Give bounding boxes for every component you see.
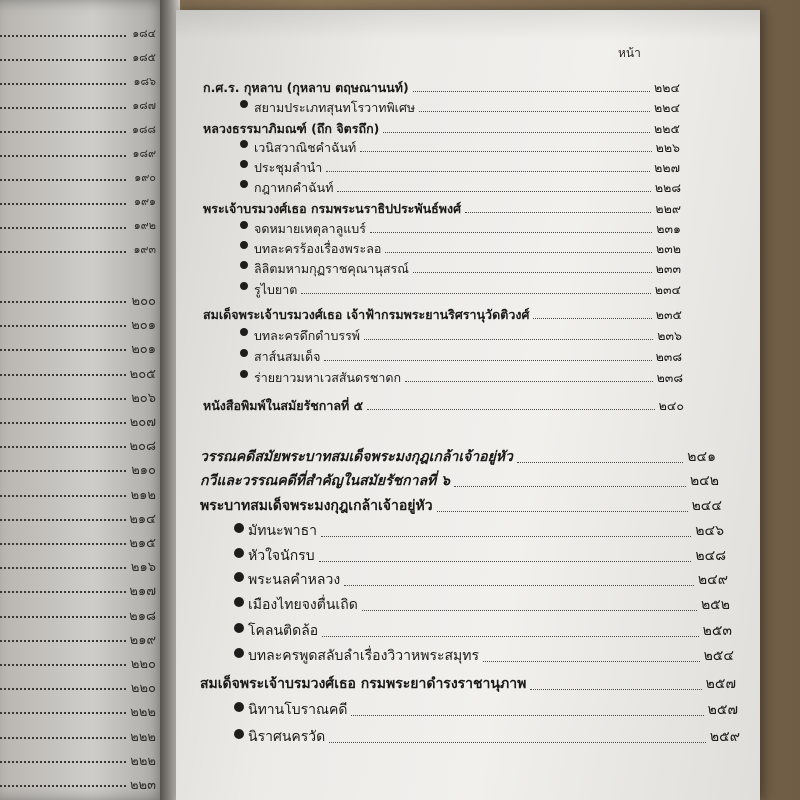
toc-leader-dots [344,585,694,586]
toc-entry-page: ๒๔๖ [695,523,724,539]
left-page-number: ๒๐๑ [131,318,156,334]
left-page-entry [0,699,160,719]
toc-entry-title: พระบาทสมเด็จพระมงกุฎเกล้าเจ้าอยู่หัว [200,498,433,514]
toc-entry-page: ๒๓๕ [655,307,682,322]
left-page-entry [0,603,160,623]
left-page-entry [0,361,160,381]
left-page-number: ๑๘๘ [132,123,156,136]
left-page-entry [0,627,160,647]
toc-leader-dots [301,293,650,294]
left-page-number: ๒๑๗ [129,584,156,600]
toc-entry-page: ๒๓๓ [655,261,681,276]
toc-entry-title: บทละครพูดสลับลำเรื่องวิวาหพระสมุทร [248,648,480,664]
left-page-entry [0,288,160,308]
toc-leader-dots [364,339,653,340]
toc-entry-page: ๒๕๒ [700,597,730,613]
toc-leader-dots [419,111,650,112]
toc-entry-page: ๒๕๙ [709,729,740,745]
left-page-entry [0,409,160,429]
left-page-entry [0,385,160,405]
left-page-number: ๒๐๐ [131,294,156,309]
toc-entry-page: ๒๓๑ [656,221,681,236]
toc-entry-title: สยามประเภทสุนทโรวาทพิเศษ [254,100,416,115]
left-page-entry [0,554,160,574]
left-page-entry [0,772,160,792]
toc-leader-dots [324,360,651,361]
toc-entry-page: ๒๓๘ [655,349,682,364]
left-page-number: ๒๐๘ [129,439,156,455]
toc-entry-title: โคลนติดล้อ [248,623,319,639]
bullet-icon [240,221,248,229]
toc-entry-title: ร่ายยาวมหาเวสสันดรชาดก [254,370,402,385]
toc-leader-dots [370,232,652,233]
left-page-entry [0,578,160,598]
toc-entry [234,518,724,542]
toc-entry [234,697,738,721]
bullet-icon [240,140,248,148]
toc-entry-title: หลวงธรรมาภิมณฑ์ (ถึก จิตรถึก) [203,121,380,136]
toc-entry-title: มัทนะพาธา [248,523,318,539]
left-page-number: ๑๘๕ [132,51,156,64]
toc-entry-page: ๒๒๘ [654,180,681,195]
left-page-entry [0,312,160,332]
left-page-entry [0,70,160,90]
bullet-icon [240,370,248,378]
bullet-icon [234,702,244,712]
bullet-icon [240,349,248,357]
left-page-entry [0,457,160,477]
toc-leader-dots [454,486,686,487]
toc-entry-page: ๒๕๔ [703,648,734,664]
left-page-entry [0,46,160,66]
toc-entry [200,671,736,695]
toc-entry [200,468,719,492]
left-page-number: ๒๒๒ [130,729,156,745]
toc-entry-page: ๒๕๓ [702,623,732,639]
toc-leader-dots [360,151,651,152]
left-page-number: ๑๘๖ [133,75,156,88]
left-page-number: ๑๙๐ [134,171,156,184]
left-page-number: ๒๑๐ [131,463,156,479]
toc-leader-dots [383,132,650,133]
toc-leader-dots [465,212,651,213]
left-page-number: ๑๘๙ [132,147,156,160]
left-page-entry [0,22,160,42]
left-page-number: ๑๘๗ [132,99,156,112]
toc-entry-page: ๒๒๗ [654,160,680,175]
left-page-number: ๒๑๒ [130,487,156,503]
toc-entry-page: ๒๓๘ [656,370,683,385]
toc-entry [234,592,730,616]
left-page-entry [0,482,160,502]
toc-entry-title: วรรณคดีสมัยพระบาทสมเด็จพระมงกุฎเกล้าเจ้าอยู่หัว [200,449,513,465]
toc-entry-title: บทละครร้องเรื่องพระลอ [254,241,382,256]
toc-entry-title: กวีและวรรณคดีที่สำคัญในสมัยรัชกาลที่ ๖ [200,473,451,489]
toc-leader-dots [530,689,701,690]
left-page-entry [0,190,160,210]
bullet-icon [234,548,244,558]
toc-leader-dots [326,171,650,172]
toc-entry-page: ๒๔๙ [697,572,728,588]
toc-entry-title: พระนลคำหลวง [248,572,341,588]
left-page-number: ๒๑๘ [129,608,156,624]
toc-entry-title: หัวใจนักรบ [248,548,315,564]
toc-entry [234,618,732,642]
toc-entry-page: ๒๕๗ [707,702,738,718]
toc-entry-title: ลิลิตมหามกุฏราชคุณานุสรณ์ [254,261,409,276]
toc-entry-page: ๒๒๙ [655,201,681,216]
left-page-entry [0,675,160,695]
toc-entry [203,394,684,418]
left-page-entry [0,506,160,526]
bullet-icon [234,572,244,582]
bullet-icon [234,523,244,533]
left-page-entry [0,433,160,453]
bullet-icon [234,729,244,739]
bullet-icon [234,597,244,607]
toc-leader-dots [385,252,652,253]
toc-entry-title: บทละครดึกดำบรรพ์ [254,328,361,343]
toc-entry-page: ๒๓๒ [655,241,681,256]
left-page-number: ๑๙๒ [133,219,156,232]
left-page-number: ๒๑๖ [130,560,156,576]
toc-entry-page: ๒๔๔ [691,498,722,514]
toc-entry-title: สมเด็จพระเจ้าบรมวงศ์เธอ เจ้าฟ้ากรมพระยานริศรานุวัดติวงศ์ [203,307,530,322]
toc-entry-page: ๒๔๒ [689,473,719,489]
left-page-number: ๒๐๖ [131,390,156,406]
toc-leader-dots [337,191,650,192]
left-page-number: ๑๘๔ [132,27,156,40]
bullet-icon [240,180,248,188]
toc-entry-page: ๒๔๘ [695,548,726,564]
toc-entry [234,567,728,591]
toc-leader-dots [533,318,651,319]
left-page-number: ๑๙๓ [133,243,156,256]
toc-leader-dots [413,91,650,92]
bullet-icon [240,261,248,269]
left-page-entry [0,214,160,234]
bullet-icon [240,328,248,336]
toc-leader-dots [351,715,703,716]
bullet-icon [240,282,248,290]
toc-leader-dots [367,409,655,410]
toc-leader-dots [321,536,691,537]
toc-entry [200,493,722,517]
toc-leader-dots [322,636,698,637]
toc-entry-title: หนังสือพิมพ์ในสมัยรัชกาลที่ ๕ [203,398,364,413]
toc-entry [234,643,734,667]
bullet-icon [234,648,244,658]
toc-leader-dots [405,381,653,382]
left-page-entry [0,336,160,356]
left-page-entry [0,118,160,138]
toc-leader-dots [362,610,697,611]
toc-entry-page: ๒๕๗ [705,676,736,692]
toc-entry-title: สมเด็จพระเจ้าบรมวงศ์เธอ กรมพระยาดำรงราชานุภาพ [200,676,527,692]
left-page-number: ๒๐๑ [131,342,156,358]
left-page-entry [0,142,160,162]
left-page-number: ๒๑๔ [129,511,156,527]
bullet-icon [234,623,244,633]
toc-entry-title: สาส์นสมเด็จ [254,349,321,364]
left-page-number: ๒๒๒ [130,705,156,721]
toc-entry-title: จดหมายเหตุลาลูแบร์ [254,221,366,236]
toc-entry-title: รูไบยาต [254,282,298,297]
toc-entry-page: ๒๔๑ [687,449,716,465]
toc-entry-title: นิราศนครวัด [248,729,326,745]
bullet-icon [240,241,248,249]
bullet-icon [240,100,248,108]
left-page [0,0,168,800]
page-column-header: หน้า [618,46,641,60]
left-page-number: ๑๙๑ [133,195,156,208]
toc-entry-page: ๒๒๔ [654,80,680,95]
toc-entry [240,366,683,390]
toc-entry [240,278,681,302]
toc-entry-title: ก.ศ.ร. กุหลาบ (กุหลาบ ตฤษณานนท์) [203,80,409,95]
left-page-entry [0,530,160,550]
toc-entry-title: ประชุมลำนำ [254,160,323,175]
toc-leader-dots [437,511,688,512]
left-page-number: ๒๑๕ [129,536,156,551]
left-page-entry [0,94,160,114]
toc-entry [200,444,716,468]
left-page-number: ๒๐๕ [129,366,156,382]
toc-leader-dots [517,462,683,463]
left-page-number: ๒๑๙ [129,632,156,648]
left-page-entry [0,724,160,744]
toc-entry-title: พระเจ้าบรมวงศ์เธอ กรมพระนราธิปประพันธ์พงศ์ [203,201,462,216]
left-page-number: ๒๒๒ [130,753,156,769]
toc-entry [234,724,740,748]
toc-entry-page: ๒๒๔ [654,100,680,115]
toc-entry-title: นิทานโบราณคดี [248,702,348,718]
toc-entry-title: เวนิสวาณิชคำฉันท์ [254,140,357,155]
toc-entry-title: เมืองไทยจงตื่นเถิด [248,597,358,613]
toc-entry-page: ๒๓๖ [657,328,682,343]
bullet-icon [240,160,248,168]
left-page-entry [0,748,160,768]
toc-entry-page: ๒๓๔ [654,282,681,297]
toc-entry [234,543,726,567]
toc-entry-title: กฎาหกคำฉันท์ [254,180,334,195]
left-page-number: ๒๒๐ [130,681,156,697]
toc-entry-page: ๒๒๕ [654,121,680,136]
toc-entry-page: ๒๒๖ [655,140,680,155]
left-page-entry [0,166,160,186]
left-page-number: ๒๒๓ [129,778,156,793]
left-page-number: ๒๒๐ [130,657,156,672]
toc-leader-dots [329,742,706,743]
left-page-entry [0,651,160,671]
page-shadow [176,10,760,40]
left-page-number: ๒๐๗ [129,415,156,430]
left-page-entry [0,238,160,258]
toc-leader-dots [319,561,692,562]
toc-leader-dots [483,661,700,662]
toc-entry-page: ๒๔๐ [658,398,684,413]
toc-leader-dots [413,272,652,273]
